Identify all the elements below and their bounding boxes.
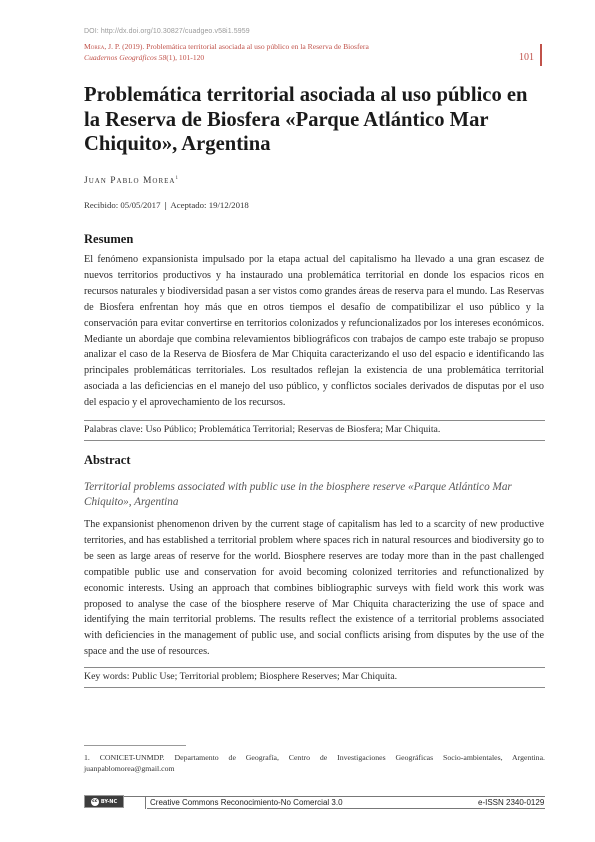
cc-badge-label: BY-NC [100,798,118,805]
footnote: 1. CONICET-UNMDP. Departamento de Geografía, Centro de Investigaciones Geográficas Socio-ambientales, Argentina. juanpablomorea@gmail.com [84,753,545,773]
author-footnote-mark[interactable]: 1 [175,176,178,181]
cc-license-badge[interactable] [84,795,124,808]
english-title: Territorial problems associated with public use in the biosphere reserve «Parque Atlántico Mar Chiquito», Argentina [84,481,512,508]
footer-divider [147,808,545,809]
citation-text: (2019). Problemática territorial asociada al uso público en la Reserva de Biosfera [120,42,369,51]
footnote-divider [84,745,186,746]
citation-journal: Cuadernos Geográficos 58 [84,52,167,62]
divider [84,667,545,668]
author-name-text: Juan Pablo Morea [84,176,176,187]
date-separator: | [164,200,167,210]
abstract-text: The expansionist phenomenon driven by the current stage of capitalism has led to a scarcity of new productive territories, and has established a territorial problem where spaces rich in natural resources and biodiversity go to be seen as large areas of reserve for the world. Biosphere reserves are today more than in the past challenged compatible public use and conservation for avoid becoming colonized territories and refunctionalized by economic interests. Using an approach that combines bibliographic surveys with field work this work was proposed to analyse the case of the biosphere reserve of Mar Chiquita characterizing the use of space and identifying the main territorial problems. The results reflect the existence of a territorial problems associated with deficiencies in the management of public use, and social conflicts arising from disputes by the use of the space and the use of resources. [84,519,544,658]
citation-author: Morea, J. P. [84,42,121,51]
article-dates [84,200,249,210]
page-number-bar [540,44,542,66]
doi-link[interactable]: DOI: http://dx.doi.org/10.30827/cuadgeo.v58i1.5959 [84,28,250,35]
citation [84,42,464,63]
page-number: 101 [519,52,534,63]
divider [84,420,545,421]
footer-divider [84,796,545,797]
citation-issue: (1), 101-120 [166,52,205,62]
article-title: Problemática territorial asociada al uso público en la Reserva de Biosfera «Parque Atlántico Mar Chiquito», Argentina [84,84,528,155]
keywords-en: Key words: Public Use; Territorial problem; Biosphere Reserves; Mar Chiquita. [84,671,398,682]
divider [84,687,545,688]
divider [84,440,545,441]
accepted-date: Aceptado: 19/12/2018 [170,200,249,210]
resumen-heading: Resumen [84,232,134,246]
abstract-heading: Abstract [84,453,131,467]
footer-separator [145,796,146,809]
author-name [84,176,178,186]
license-text: Creative Commons Reconocimiento-No Comercial 3.0 [150,798,343,807]
resumen-text: El fenómeno expansionista impulsado por la etapa actual del capitalismo ha llevado a una gran escasez de nuevos territorios productivos y ha instaurado una problemática territorial en donde los espacios ricos en recursos naturales y biodiversidad pasan a ser vistos como grandes áreas de reserva para el mundo. Las Reservas de Biosfera enfrentan hoy más que en otros tiempos el desafío de compatibilizar el uso público y la conservación para evitar convertirse en territorios colonizados y refuncionalizados por los intereses económicos. Mediante un abordaje que combina relevamientos bibliográficos con trabajos de campo este trabajo se propuso analizar el caso de la Reserva de Biosfera de Mar Chiquita caracterizando el uso del espacio e identificando las principales problemáticas territoriales. Los resultados reflejan la existencia de una problemática territorial asociada a las deficiencias en el manejo del uso público, y conflictos sociales derivados de disputas por el uso del espacio y el aprovechamiento de los recursos. [84,254,544,409]
cc-icon: cc [92,799,98,804]
received-date: Recibido: 05/05/2017 [84,200,161,210]
keywords-es: Palabras clave: Uso Público; Problemática Territorial; Reservas de Biosfera; Mar Chiquita. [84,424,441,435]
issn: e-ISSN 2340-0129 [478,798,545,807]
